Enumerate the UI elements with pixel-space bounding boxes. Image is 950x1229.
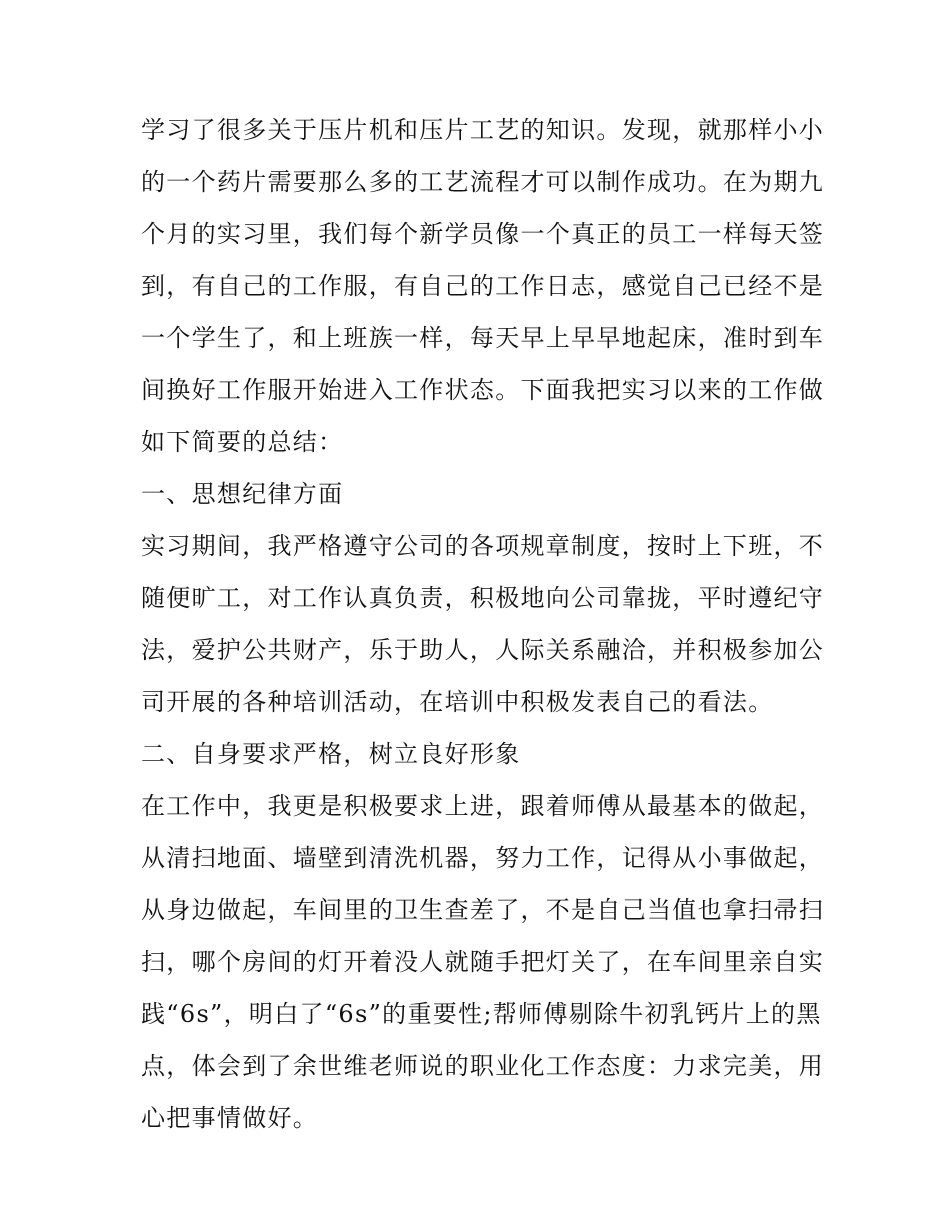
text-line: 司开展的各种培训活动，在培训中积极发表自己的看法。 xyxy=(141,688,774,716)
text-line: 从清扫地面、墙壁到清洗机器，努力工作，记得从小事做起， xyxy=(141,844,825,872)
text-line: 一个学生了，和上班族一样，每天早上早早地起床，准时到车 xyxy=(141,324,825,352)
text-line: 点，体会到了余世维老师说的职业化工作态度：力求完美，用 xyxy=(141,1052,825,1080)
text-line: 到，有自己的工作服，有自己的工作日志，感觉自己已经不是 xyxy=(141,272,825,300)
text-line: 间换好工作服开始进入工作状态。下面我把实习以来的工作做 xyxy=(141,376,825,404)
text-line: 法，爱护公共财产，乐于助人，人际关系融洽，并积极参加公 xyxy=(141,636,825,664)
text-line: 随便旷工，对工作认真负责，积极地向公司靠拢，平时遵纪守 xyxy=(141,584,825,612)
text-line: 学习了很多关于压片机和压片工艺的知识。发现，就那样小小 xyxy=(141,116,825,144)
body-text xyxy=(141,104,831,1144)
section-heading: 一、思想纪律方面 xyxy=(141,480,344,508)
text-line: 在工作中，我更是积极要求上进，跟着师傅从最基本的做起， xyxy=(141,792,825,820)
text-line: 个月的实习里，我们每个新学员像一个真正的员工一样每天签 xyxy=(141,220,825,248)
text-line: 如下简要的总结： xyxy=(141,428,344,456)
text-line: 心把事情做好。 xyxy=(141,1104,319,1132)
text-line: 的一个药片需要那么多的工艺流程才可以制作成功。在为期九 xyxy=(141,168,825,196)
text-line: 践“6s”，明白了“6s”的重要性;帮师傅剔除牛初乳钙片上的黑 xyxy=(141,1000,822,1028)
text-line: 从身边做起，车间里的卫生查差了，不是自己当值也拿扫帚扫 xyxy=(141,896,825,924)
text-line: 扫，哪个房间的灯开着没人就随手把灯关了，在车间里亲自实 xyxy=(141,948,825,976)
text-line: 实习期间，我严格遵守公司的各项规章制度，按时上下班，不 xyxy=(141,532,825,560)
section-heading: 二、自身要求严格，树立良好形象 xyxy=(141,740,521,768)
